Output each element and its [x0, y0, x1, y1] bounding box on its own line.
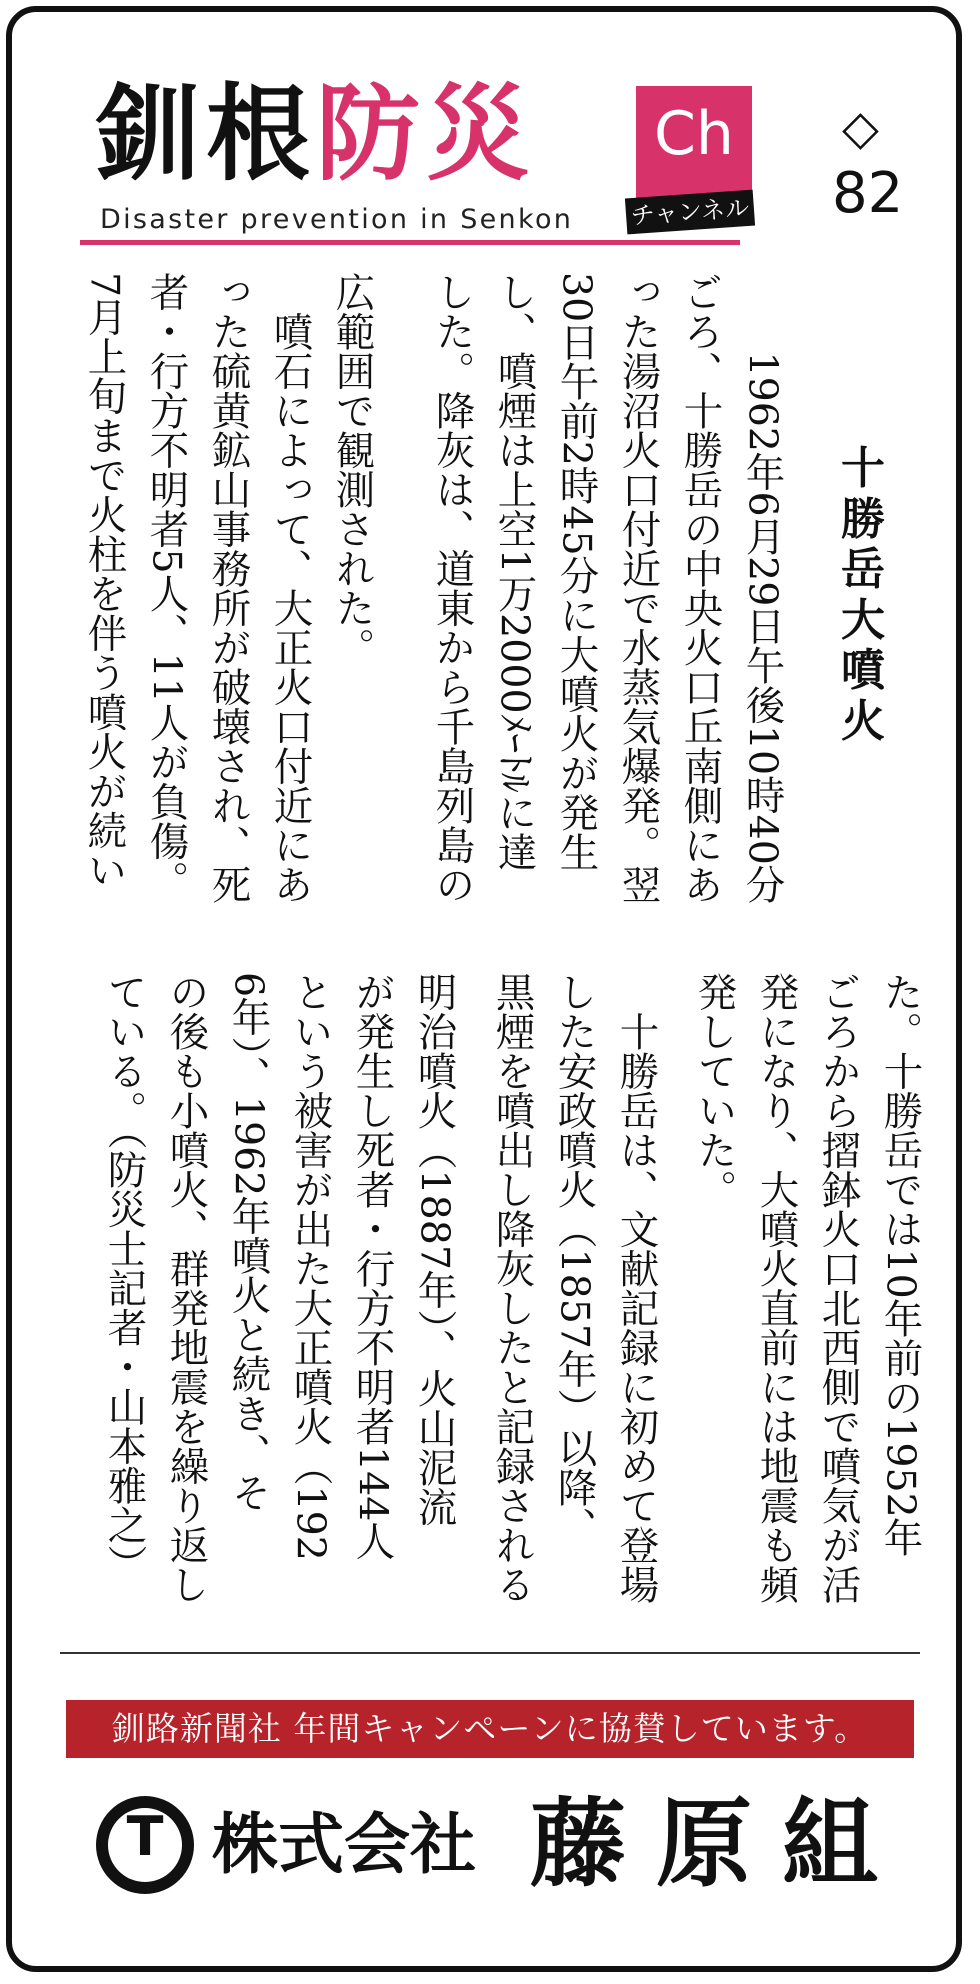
body-column: ている。（防災士記者・山本雅之）	[101, 972, 148, 1585]
sponsor-banner: 釧路新聞社 年間キャンペーンに協賛しています。	[66, 1700, 914, 1758]
body-column: 1962年6月29日午後10時40分	[739, 312, 786, 905]
series-subtitle: Disaster prevention in Senkon	[100, 204, 574, 235]
body-column: 明治噴火（1887年）、火山泥流	[411, 972, 458, 1527]
body-column: 30日午前2時45分に大噴火が発生	[553, 272, 600, 872]
body-column: った硫黄鉱山事務所が破壊され、死	[205, 272, 252, 904]
body-column: った湯沼火口付近で水蒸気爆発。翌	[615, 272, 662, 904]
diamond-icon: ◇	[842, 100, 879, 156]
body-column: ごろから摺鉢火口北西側で噴気が活	[815, 972, 862, 1604]
body-column: した安政噴火（1857年）以降、	[551, 972, 598, 1547]
body-column: ごろ、十勝岳の中央火口丘南側にあ	[677, 272, 724, 904]
title-char: 火	[841, 695, 885, 747]
body-column: 6年）、1962年噴火と続き、そ	[225, 972, 272, 1513]
title-char: 岳	[841, 544, 885, 596]
body-column: 発になり、大噴火直前には地震も頻	[753, 972, 800, 1604]
company-type-label: 株式会社	[212, 1806, 476, 1883]
logo-text-bousai: 防災	[316, 73, 537, 195]
channel-badge	[636, 86, 752, 202]
title-char: 大	[841, 594, 885, 646]
body-column: の後も小噴火、群発地震を繰り返し	[163, 972, 210, 1604]
company-name: 藤原組	[530, 1787, 908, 1900]
body-column: 黒煙を噴出し降灰したと記録される	[489, 972, 536, 1604]
body-column: 広範囲で観測された。	[329, 272, 376, 667]
body-column: し、噴煙は上空1万2000ﾒｰﾄﾙに達	[491, 272, 538, 872]
body-column: が発生し死者・行方不明者144人	[349, 972, 396, 1561]
channel-tag: チャンネル	[625, 190, 755, 235]
body-column: という被害が出た大正噴火（192	[287, 972, 334, 1561]
footer-divider	[60, 1652, 920, 1654]
series-logo	[96, 73, 537, 195]
body-column: 十勝岳は、文献記録に初めて登場	[613, 972, 660, 1604]
body-column: 者・行方不明者5人、11人が負傷。	[143, 272, 190, 901]
company-logo-icon	[96, 1796, 194, 1894]
body-column: た。十勝岳では10年前の1952年	[877, 972, 924, 1558]
title-char: 勝	[841, 493, 885, 545]
title-char: 噴	[841, 645, 885, 697]
body-column: 発していた。	[691, 972, 738, 1209]
body-column: 7月上旬まで火柱を伴う噴火が続い	[81, 272, 128, 890]
company-logo-glyph: T	[126, 1805, 164, 1868]
title-char: 十	[841, 443, 885, 494]
body-column: 噴石によって、大正火口付近にあ	[267, 272, 314, 904]
channel-badge-label: Ch	[654, 99, 734, 169]
issue-number: 82	[832, 161, 904, 226]
body-column: した。降灰は、道東から千島列島の	[429, 272, 476, 904]
logo-text-region: 釧根	[96, 73, 317, 195]
article-title	[838, 444, 888, 748]
header-underline	[80, 240, 740, 245]
